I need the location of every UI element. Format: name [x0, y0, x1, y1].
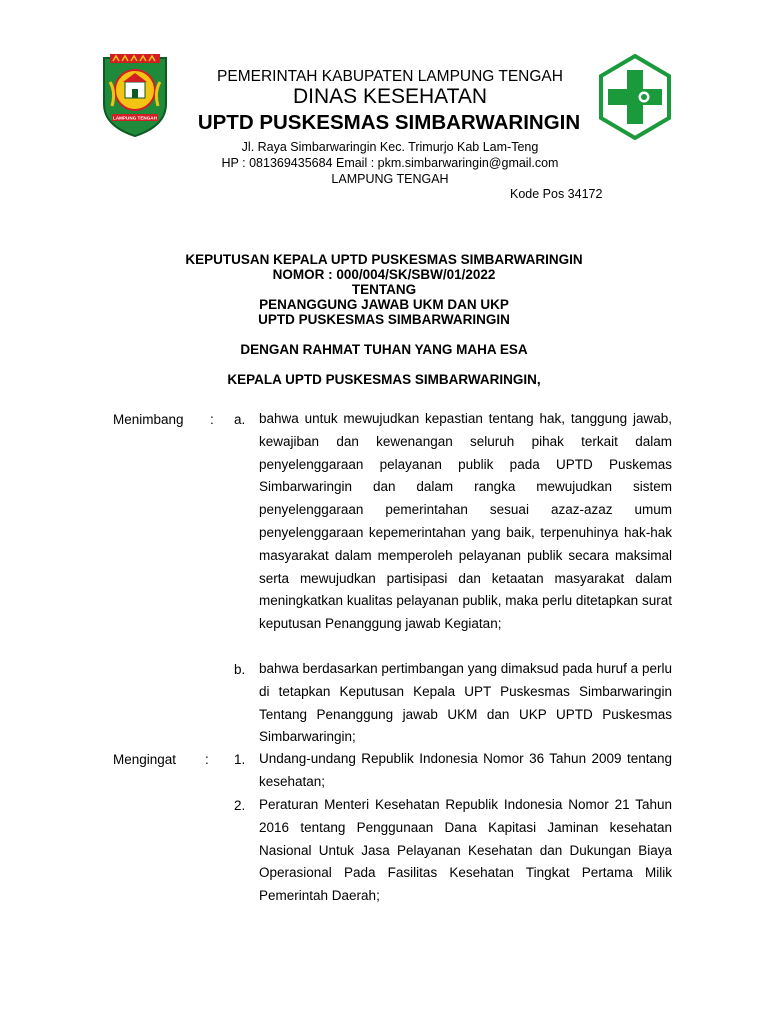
menimbang-label: Menimbang — [113, 412, 184, 427]
mengingat-item-2: Peraturan Menteri Kesehatan Republik Indonesia Nomor 21 Tahun 2016 tentang Penggunaan Dana Kapitasi Jaminan kesehatan Nasional Untuk Jasa Pelayanan Kesehatan dan Dukungan Biaya Operasional Pada Fasilitas Kesehatan Tingkat Pertama Milik Pemerintah Daerah; — [259, 797, 672, 904]
decree-blessing: DENGAN RAHMAT TUHAN YANG MAHA ESA — [240, 342, 528, 357]
mengingat-colon: : — [205, 752, 209, 767]
decree-issuer: KEPALA UPTD PUSKESMAS SIMBARWARINGIN, — [227, 372, 541, 387]
letterhead-unit: UPTD PUSKESMAS SIMBARWARINGIN — [197, 111, 581, 134]
mengingat-label: Mengingat — [113, 752, 177, 767]
svg-text:LAMPUNG TENGAH: LAMPUNG TENGAH — [113, 115, 157, 121]
menimbang-item-a: bahwa untuk mewujudkan kepastian tentang hak, tanggung jawab, kewajiban dan kewenangan seluruh pihak terkait dalam penyelenggaraan pelayanan publik pada UPTD Puskemas Simbarwaringin dan dalam rangka mewujudkan sistem penyelenggaraan pemerintahan sesuai azaz-azaz umum penyelenggaraan kepemerintahan yang baik, terpenuhinya hak-hak masyarakat dalam memperoleh pelayanan publik secara maksimal serta mewujudkan partisipasi dan ketaatan masyarakat dalam meningkatkan kualitas pelayanan publik, maka perlu ditetapkan surat keputusan Penanggung jawab Kegiatan; — [259, 411, 672, 632]
letterhead-contact: HP : 081369435684 Email : pkm.simbarwaringin@gmail.com — [221, 156, 559, 170]
menimbang-marker-a: a. — [234, 412, 246, 427]
decree-subject: PENANGGUNG JAWAB UKM DAN UKP — [259, 297, 509, 312]
decree-number: NOMOR : 000/004/SK/SBW/01/2022 — [272, 267, 496, 282]
decree-subject-unit: UPTD PUSKESMAS SIMBARWARINGIN — [258, 312, 510, 327]
menimbang-colon: : — [210, 412, 214, 427]
letterhead-address: Jl. Raya Simbarwaringin Kec. Trimurjo Kab Lam-Teng — [241, 140, 539, 154]
menimbang-marker-b: b. — [234, 662, 246, 677]
decree-about: TENTANG — [351, 282, 417, 297]
mengingat-marker-2: 2. — [234, 798, 246, 813]
letterhead-postal-code: Kode Pos 34172 — [510, 187, 603, 201]
menimbang-item-b: bahwa berdasarkan pertimbangan yang dimaksud pada huruf a perlu di tetapkan Keputusan Kepala UPT Puskesmas Simbarwaringin Tentang Penanggung jawab UKM dan UKP UPTD Puskesmas Simbarwaringin; — [259, 661, 672, 745]
letterhead-agency: DINAS KESEHATAN — [292, 85, 488, 108]
mengingat-marker-1: 1. — [234, 752, 246, 767]
decree-title: KEPUTUSAN KEPALA UPTD PUSKESMAS SIMBARWARINGIN — [185, 252, 583, 267]
mengingat-item-1: Undang-undang Republik Indonesia Nomor 36 Tahun 2009 tentang kesehatan; — [259, 751, 672, 789]
letterhead-region: LAMPUNG TENGAH — [331, 172, 449, 186]
letterhead-government: PEMERINTAH KABUPATEN LAMPUNG TENGAH — [217, 68, 563, 85]
lampung-tengah-crest-icon — [100, 52, 170, 138]
puskesmas-logo-icon — [599, 54, 671, 140]
